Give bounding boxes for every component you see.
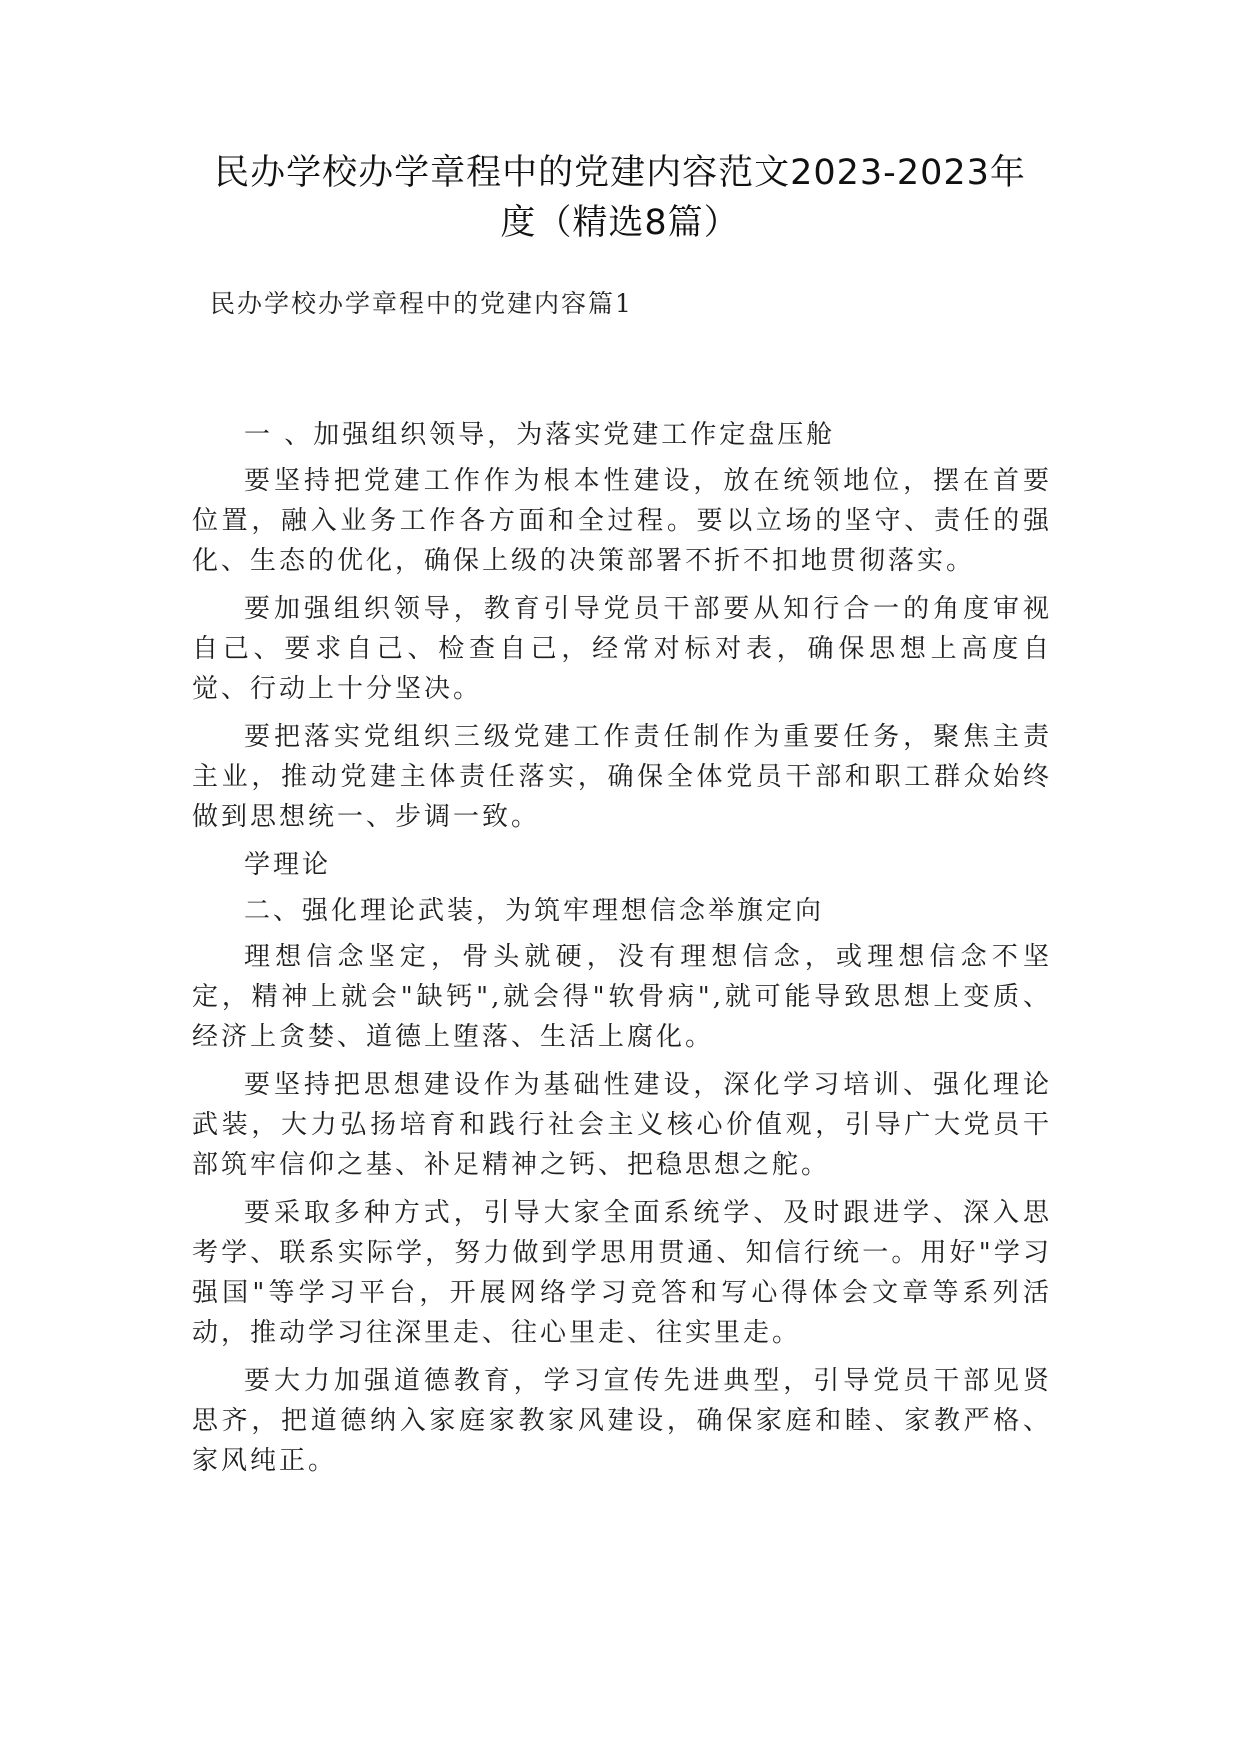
section-label: 学理论 [244,850,332,880]
paragraph: 要坚持把思想建设作为基础性建设，深化学习培训、强化理论武装，大力弘扬培育和践行社会主义核心价值观，引导广大党员干部筑牢信仰之基、补足精神之钙、把稳思想之舵。 [192,1070,1052,1180]
title-line-1: 民办学校办学章程中的党建内容范文2023-2023年 [214,153,1026,193]
paragraph: 要加强组织领导，教育引导党员干部要从知行合一的角度审视自己、要求自己、检查自己，经常对标对表，确保思想上高度自觉、行动上十分坚决。 [192,594,1052,704]
paragraph: 要采取多种方式，引导大家全面系统学、及时跟进学、深入思考学、联系实际学，努力做到学思用贯通、知信行统一。用好"学习强国"等学习平台，开展网络学习竞答和写心得体会文章等系列活动，推动学习往深里走、往心里走、往实里走。 [192,1198,1052,1348]
paragraph: 要把落实党组织三级党建工作责任制作为重要任务，聚焦主责主业，推动党建主体责任落实，确保全体党员干部和职工群众始终做到思想统一、步调一致。 [192,722,1052,832]
section-heading-2: 二、强化理论武装，为筑牢理想信念举旗定向 [244,896,825,926]
document-title [200,148,1040,248]
title-line-2: 度（精选8篇） [500,203,740,243]
paragraph: 要坚持把党建工作作为根本性建设，放在统领地位，摆在首要位置，融入业务工作各方面和全过程。要以立场的坚守、责任的强化、生态的优化，确保上级的决策部署不折不扣地贯彻落实。 [192,466,1052,576]
document-body [192,415,1052,1489]
paragraph: 要大力加强道德教育，学习宣传先进典型，引导党员干部见贤思齐，把道德纳入家庭家教家风建设，确保家庭和睦、家教严格、家风纯正。 [192,1366,1052,1476]
section-subtitle: 民办学校办学章程中的党建内容篇1 [210,289,633,318]
paragraph: 理想信念坚定，骨头就硬，没有理想信念，或理想信念不坚定，精神上就会"缺钙",就会得"软骨病",就可能导致思想上变质、经济上贪婪、道德上堕落、生活上腐化。 [192,942,1052,1052]
section-heading-1: 一 、加强组织领导，为落实党建工作定盘压舱 [244,420,836,450]
